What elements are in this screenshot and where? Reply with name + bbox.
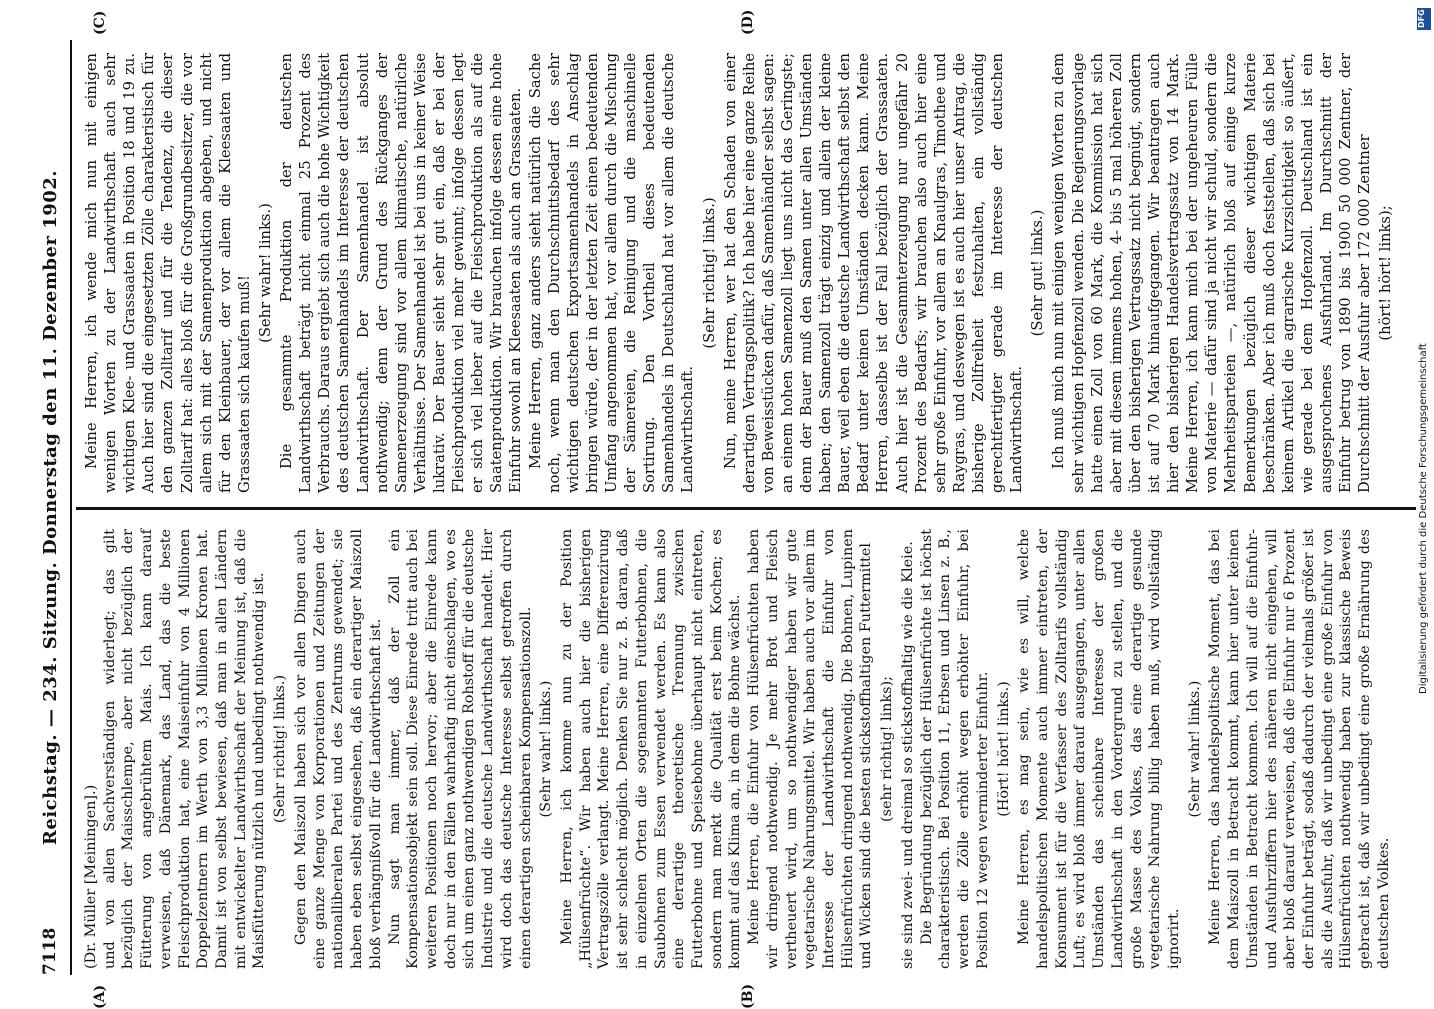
- dfg-logo: DFG: [1417, 8, 1431, 30]
- column-divider: [76, 507, 1416, 510]
- page-sheet: [40, 9, 1420, 1009]
- paragraph: Meine Herren, es mag sein, wie es will, welche handelspolitischen Momente auch immer eintreten, der Konsument ist für die Verfasser des Zolltarifs vollständig Luft; es wird bloß immer darauf ausgegangen, unter allen Umständen das scheinbare Interesse der großen Landwirthschaft in den Vordergrund zu stellen, und die große Masse des Volkes, das eine derartige gesunde vegetarische Nahrung billig haben muß, wird vollständig ignorirt.: [1016, 529, 1182, 969]
- page-title: Reichstag. — 234. Sitzung. Donnerstag den 11. Dezember 1902.: [40, 169, 61, 846]
- margin-mark-d: (D): [740, 9, 756, 35]
- paragraph: Meine Herren, ganz anders sieht natürlich die Sache noch, wenn man den Durchschnittsbedarf des sehr wichtigen deutschen Exportsamenhandels in Anschlag bringen würde, der in der letzten Zeit einen bedeutenden Umfang angenommen hat, vor allem durch die Mischung der Sämereien, die Reinigung und die maschinelle Sortirung. Den Vortheil dieses bedeutenden Samenhandels in Deutschland hat vor allem die deutsche Landwirthschaft.: [526, 53, 697, 493]
- interjection: (Hört! hört! links.): [995, 681, 1012, 817]
- paragraph: Meine Herren, ich komme nun zu der Position „Hülsenfrüchte“. Wir haben auch hier die bisherigen Vertragszölle verlangt. Meine Herren, eine Differenzirung ist sehr schlecht möglich. Denken Sie nur z. B. daran, daß in einzelnen Orten die sogenannten Futterbohnen, die Saubohnen zum Essen verwendet werden. Es kann also eine derartige theoretische Trennung zwischen Futterbohne und Speisebohne überhaupt nicht eintreten, sondern man merkt die Qualität erst beim Kochen; es kommt auf das Klima an, in dem die Bohne wächst.: [558, 529, 744, 969]
- paragraph: Nun sagt man immer, daß der Zoll ein Kompensationsobjekt sein soll. Diese Einrede tritt auch bei weiteren Positionen noch hervor; aber die Einrede kann doch nur in den Fällen wahrhaftig nicht einschlagen, wo es sich um einen ganz nothwendigen Rohstoff für die deutsche Industrie und die deutsche Landwirthschaft handelt. Hier wird doch das deutsche Interesse selbst getroffen durch einen derartigen scheinbaren Kompensationszoll.: [386, 529, 534, 969]
- interjection: (hört! hört! links);: [1377, 205, 1395, 341]
- interjection: (Sehr wahr! links.): [1186, 680, 1203, 818]
- paragraph: Nun, meine Herren, wer hat den Schaden von einer derartigen Vertragspolitik? Ich habe hier eine ganze Reihe von Beweisstücken dafür, daß Samenhändler selbst sagen: an einem hohen Samenzoll liegt uns nicht das Geringste; denn der Bauer muß den Samen unter allen Umständen haben; den Samenzoll trägt einzig und allein der kleine Bauer, weil eben die deutsche Landwirthschaft selbst den Bedarf unter keinen Umständen decken kann. Meine Herren, dasselbe ist der Fall bezüglich der Grassaaten. Auch hier ist die Gesammterzeugung nur ungefähr 20 Prozent des Bedarfs; wir brauchen also auch hier eine sehr große Einfuhr, vor allem an Knaulgras, Timothee und Raygras, und deswegen ist es auch hier unser Antrag, die bisherige Zollfreiheit festzuhalten, ein vollständig gerechtfertigter gerade im Interesse der deutschen Landwirthschaft.: [721, 53, 1026, 493]
- interjection: (Sehr gut! links.): [1029, 209, 1047, 337]
- page-header: [40, 40, 76, 975]
- interjection: (Sehr wahr! links.): [256, 203, 274, 343]
- paragraph: Meine Herren, die Einfuhr von Hülsenfrüchten haben wir dringend nothwendig. Je mehr Brot und Fleisch vertheuert wird, um so nothwendiger haben wir gute vegetarische Nahrungsmittel. Wir haben auch vor allem im Interesse der Landwirthschaft die Einfuhr von Hülsenfrüchten dringend nothwendig. Die Bohnen, Lupinen und Wicken sind die besten stickstoffhaltigen Futtermittel: [746, 529, 875, 969]
- paragraph: sie sind zwei- und dreimal so stickstoffhaltig wie die Kleie.: [899, 541, 916, 969]
- left-column: [82, 529, 1394, 969]
- digitization-credit: Digitalisierung gefördert durch die Deutsche Forschungsgemeinschaft: [1418, 343, 1429, 694]
- margin-mark-a: (A): [92, 984, 108, 1009]
- paragraph: und von allen Sachverständigen widerlegt; das gilt bezüglich der Maisschlempe, aber nicht bezüglich der Fütterung von angebrühtem Mais. Ich kann darauf verweisen, daß Dänemark, das Land, das die beste Fleischproduktion hat, eine Maiseinfuhr von 4 Millionen Doppelzentnern im Werth von 3,3 Millionen Kronen hat. Damit ist von selbst bewiesen, daß man in allen Ländern mit entwickelter Landwirthschaft der Meinung ist, daß die Maisfütterung nützlich und unbedingt nothwendig ist.: [101, 529, 268, 969]
- paragraph: (Dr. Müller [Meiningen].): [83, 784, 99, 969]
- paragraph: Meine Herren, das handelspolitische Moment, das bei dem Maiszoll in Betracht kommt, kann hier unter keinen Umständen in Betracht kommen. Ich will auf die Einfuhr- und Ausfuhrziffern hier des näheren nicht eingehen, will aber bloß darauf verweisen, daß die Einfuhr nur 6 Prozent der Einfuhr beträgt, sodaß dadurch der vielmals größer ist als die Ausfuhr, daß wir unbedingt eine große Einfuhr von Hülsenfrüchten nothwendig haben zur klassische Beweis gebracht ist, daß wir unbedingt eine große Ernährung des deutschen Volkes.: [1207, 529, 1392, 969]
- interjection: (sehr richtig! links);: [879, 675, 896, 823]
- interjection: (Sehr richtig! links.): [700, 197, 718, 349]
- margin-mark-b: (B): [740, 983, 756, 1009]
- interjection: (Sehr wahr! links.): [538, 680, 555, 818]
- paragraph: Gegen den Maiszoll haben sich vor allen Dingen auch eine ganze Menge von Korporationen und Zeitungen der nationalliberalen Partei und des Zentrums gewendet; sie haben eben selbst eingesehen, daß ein derartiger Maiszoll bloß verhängnißvoll für die Landwirthschaft ist.: [292, 529, 384, 969]
- interjection: (Sehr richtig! links.): [272, 674, 289, 824]
- header-rule: [70, 40, 72, 975]
- paragraph: Ich muß mich nun mit einigen wenigen Worten zu dem sehr wichtigen Hopfenzoll wenden. Die Regierungsvorlage hatte einen Zoll von 60 Mark, die Kommission hat sich aber mit diesem immens hohen, 4- bis 5 mal höheren Zoll über den bisherigen Vertragssatz nicht begnügt, sondern ist auf 70 Mark hinaufgegangen. Wir beantragen auch hier den bisherigen Handelsvertragssatz von 14 Mark. Meine Herren, ich kann mich bei der ungeheuren Fülle von Materie — dafür sind ja nicht wir schuld, sondern die Mehrheitsparteien —, natürlich bloß auf einige kurze Bemerkungen bezüglich dieser wichtigen Materie beschränken. Aber ich muß doch feststellen, daß sich bei keinem Artikel die agrarische Kurzsichtigkeit so äußert, wie gerade bei dem Hopfenzoll. Deutschland ist ein ausgesprochenes Ausfuhrland. Im Durchschnitt der Einfuhr betrug von 1890 bis 1900 50 000 Zentner, der Durchschnitt der Ausfuhr aber 172 000 Zentner: [1050, 53, 1374, 493]
- paragraph: Meine Herren, ich wende mich nun mit einigen wenigen Worten zu der Landwirthschaft auch sehr wichtigen Klee- und Grassaaten in Position 18 und 19 zu. Auch hier sind die eingesetzten Zölle charakteristisch für den ganzen Zolltarif und für die Tendenz, die dieser Zolltarif hat: alles bloß für die Großgrundbesitzer, die vor allem sich mit der Samenproduktion abgeben, und nicht für den Kleinbauer, der vor allem die Kleesaaten und Grassaaten sich kaufen muß!: [83, 53, 253, 493]
- right-column: [82, 53, 1397, 493]
- paragraph: Die gesammte Produktion der deutschen Landwirthschaft beträgt nicht einmal 25 Prozent des Verbrauchs. Daraus ergiebt sich auch die hohe Wichtigkeit des deutschen Samenhandels im Interesse der deutschen Landwirthschaft. Der Samenhandel ist absolut nothwendig; denn der Grund des Rückganges der Samenerzeugung sind vor allem klimatische, natürliche Verhältnisse. Der Samenhandel ist bei uns in keiner Weise lukrativ. Der Bauer sieht sehr gut ein, daß er bei der Fleischproduktion viel mehr gewinnt; infolge dessen legt er sich viel lieber auf die Fleischproduktion als auf die Saatenproduktion. Wir brauchen infolge dessen eine hohe Einfuhr sowohl an Kleesaaten als auch an Grassaaten.: [278, 53, 525, 493]
- page-number: 7118: [40, 927, 60, 975]
- margin-mark-c: (C): [92, 10, 108, 35]
- paragraph: Die Begründung bezüglich der Hülsenfrüchte ist höchst charakteristisch. Bei Position 11, Erbsen und Linsen z. B., werden die Zölle erhöht wegen erhöhter Einfuhr, bei Position 12 wegen verminderter Einfuhr.: [918, 529, 991, 969]
